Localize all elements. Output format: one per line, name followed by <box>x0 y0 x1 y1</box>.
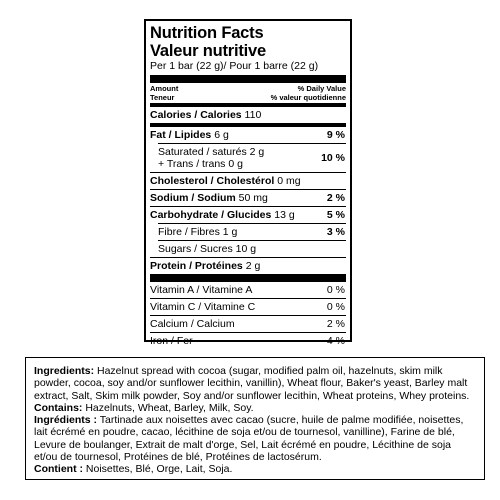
carbohydrate-label: Carbohydrate / Glucides <box>150 209 272 221</box>
ingredients-en-label: Ingredients: <box>34 365 95 377</box>
teneur-label: Teneur <box>150 92 175 102</box>
row-protein <box>150 257 346 274</box>
title-english: Nutrition Facts <box>150 24 264 42</box>
vitamin-a-dv: 0 % <box>326 284 345 296</box>
row-carbohydrate <box>150 206 346 223</box>
thick-divider-2 <box>150 274 346 282</box>
calcium-label: Calcium / Calcium <box>150 318 235 330</box>
row-iron <box>150 332 346 349</box>
nutrition-facts-panel <box>144 19 352 347</box>
dv-label-fr: % valeur quotidienne <box>270 92 346 102</box>
fibre-label: Fibre / Fibres 1 g <box>158 226 238 238</box>
contient-text: Noisettes, Blé, Orge, Lait, Soja. <box>83 463 233 476</box>
calories-label: Calories / Calories <box>150 109 242 121</box>
carbohydrate-amount: 13 g <box>274 209 295 221</box>
ingredients-panel <box>25 357 485 480</box>
calcium-dv: 2 % <box>326 318 345 330</box>
iron-dv: 4 % <box>326 335 345 347</box>
saturated-dv: 10 % <box>321 152 345 164</box>
row-saturated <box>158 143 346 172</box>
row-sugars <box>158 240 346 257</box>
row-vitamin-a <box>150 282 346 298</box>
calories-amount: 110 <box>244 109 262 121</box>
row-calcium <box>150 315 346 332</box>
thick-divider <box>150 75 346 83</box>
ingredients-fr-label: Ingrédients : <box>34 414 98 427</box>
fat-label: Fat / Lipides <box>150 129 212 141</box>
vitamin-a-label: Vitamin A / Vitamine A <box>150 284 253 296</box>
sugars-label: Sugars / Sucres 10 g <box>158 243 257 255</box>
cholesterol-label: Cholesterol / Cholestérol <box>150 175 275 187</box>
row-sodium <box>150 189 346 206</box>
vitamin-c-dv: 0 % <box>326 301 345 313</box>
sodium-label: Sodium / Sodium <box>150 192 236 204</box>
sodium-amount: 50 mg <box>238 192 268 204</box>
cholesterol-amount: 0 mg <box>277 175 301 187</box>
row-calories <box>150 107 346 123</box>
carbohydrate-dv: 5 % <box>326 209 345 221</box>
column-header <box>150 83 346 103</box>
ingredients-en-text: Hazelnut spread with cocoa (sugar, modified palm oil, hazelnuts, skim milk powder, cocoa, soy and/or sunflower lecithin, vanillin), Wheat flour, Baker's yeast, Barley malt extract, Salt, Skim milk powder, Soy and/or sunflower lecithin, Wheat proteins, Whey proteins. <box>34 365 470 402</box>
amount-label: Amount <box>150 84 179 93</box>
fibre-dv: 3 % <box>326 226 345 238</box>
serving-size: Per 1 bar (22 g)/ Pour 1 barre (22 g) <box>150 60 319 72</box>
protein-amount: 2 g <box>245 260 261 272</box>
saturated-label: Saturated / saturés 2 g <box>158 146 265 158</box>
sodium-dv: 2 % <box>326 192 345 204</box>
dv-label: % Daily Value <box>297 84 346 93</box>
row-vitamin-c <box>150 298 346 315</box>
vitamin-c-label: Vitamin C / Vitamine C <box>150 301 256 313</box>
row-fibre <box>158 223 346 240</box>
fat-amount: 6 g <box>214 129 229 141</box>
contient-label: Contient : <box>34 463 83 476</box>
trans-label: + Trans / trans 0 g <box>158 158 243 170</box>
iron-label: Iron / Fer <box>150 335 193 347</box>
ingredients-fr-text: Tartinade aux noisettes avec cacao (sucre, huile de palme modifiée, noisettes, lait écrémé en poudre, cacao, lécithine de soja et/ou de tournesol, vanilline), Farine de blé, Levure de boulanger, Extrait de malt d'orge, Sel, Lait écrémé en poudre, Lécithine de soja et/ou de tournesol, Protéines de blé, Protéines de lactosérum. <box>34 414 464 464</box>
fat-dv: 9 % <box>326 129 345 141</box>
row-fat <box>150 127 346 143</box>
protein-label: Protein / Protéines <box>150 260 243 272</box>
row-cholesterol <box>150 172 346 189</box>
contains-text: Hazelnuts, Wheat, Barley, Milk, Soy. <box>82 401 254 414</box>
title-french: Valeur nutritive <box>150 42 267 60</box>
contains-label: Contains: <box>34 401 83 414</box>
